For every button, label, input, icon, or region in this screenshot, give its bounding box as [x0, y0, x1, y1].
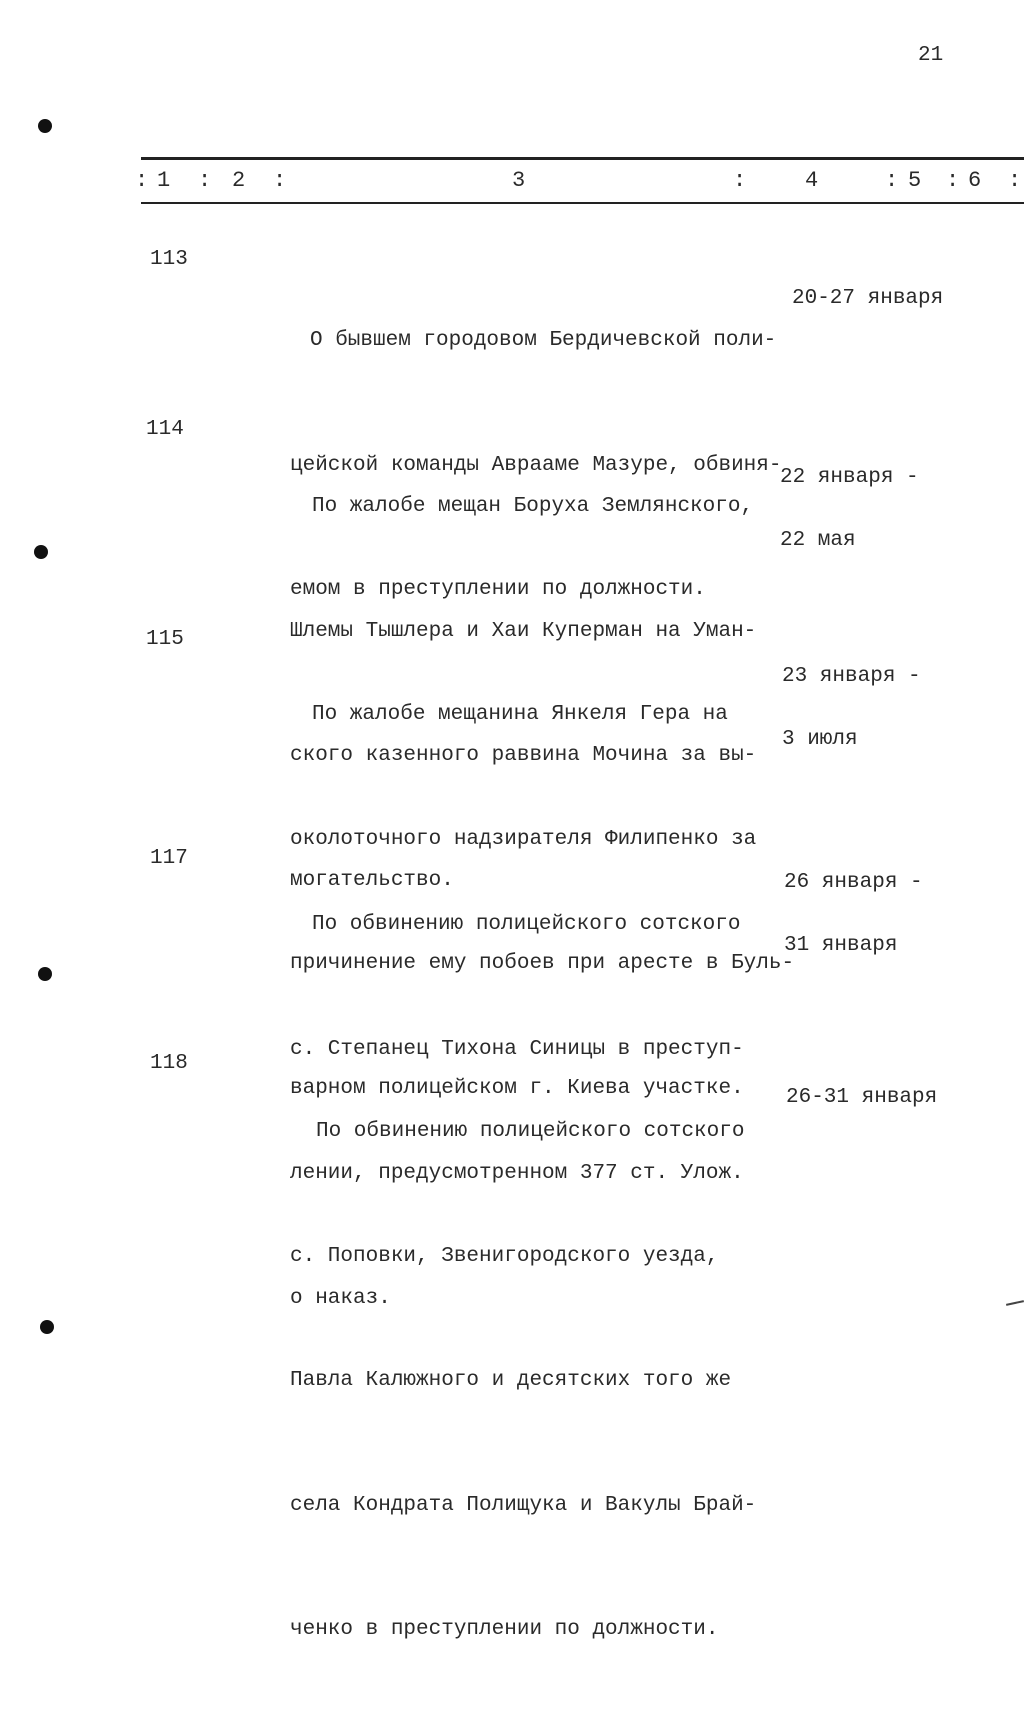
header-col-4: 4 — [805, 168, 819, 193]
punch-hole — [38, 967, 52, 981]
header-separator: : — [1008, 168, 1022, 193]
description-line: ченко в преступлении по должности. — [290, 1618, 719, 1641]
entry-number: 114 — [146, 418, 184, 441]
header-top-rule — [141, 157, 1024, 160]
header-separator: : — [198, 168, 212, 193]
description-line: причинение ему побоев при аресте в Буль- — [290, 952, 795, 975]
header-col-3: 3 — [512, 168, 526, 193]
entry-number: 113 — [150, 248, 188, 271]
entry-description — [290, 1028, 756, 1734]
description-line: Шлемы Тышлера и Хаи Куперман на Уман- — [290, 619, 757, 643]
header-col-1: 1 — [157, 168, 171, 193]
description-line: села Кондрата Полищука и Вакулы Брай- — [290, 1493, 757, 1517]
header-col-2: 2 — [232, 168, 246, 193]
punch-hole — [38, 119, 52, 133]
description-line: могательство. — [290, 868, 454, 892]
header-separator: : — [135, 168, 149, 193]
header-col-6: 6 — [968, 168, 982, 193]
description-line: с. Поповки, Звенигородского уезда, — [290, 1244, 719, 1268]
description-line: околоточного надзирателя Филипенко за — [290, 827, 757, 851]
header-separator: : — [273, 168, 287, 193]
punch-hole — [34, 545, 48, 559]
description-line: О бывшем городовом Бердичевской поли- — [310, 329, 777, 352]
header-separator: : — [733, 168, 747, 193]
date-line: 26 января - — [784, 871, 923, 894]
description-line: цейской команды Аврааме Мазуре, обвиня- — [290, 453, 782, 477]
entry-date — [786, 1045, 937, 1150]
date-line: 20-27 января — [792, 287, 944, 310]
description-line: По обвинению полицейского сотского — [316, 1120, 745, 1143]
date-line: 26-31 января — [786, 1086, 938, 1109]
description-line: По жалобе мещан Боруха Землянского, — [312, 495, 754, 518]
entry-date — [784, 830, 923, 998]
scan-mark — [1006, 1300, 1024, 1306]
entry-number: 118 — [150, 1052, 188, 1075]
description-line: с. Степанец Тихона Синицы в преступ- — [290, 1037, 744, 1061]
description-line: лении, предусмотренном 377 ст. Улож. — [290, 1162, 744, 1185]
description-line: По обвинению полицейского сотского — [312, 913, 741, 936]
date-line: 22 мая — [780, 529, 856, 552]
description-line: Павла Калюжного и десятских того же — [290, 1369, 732, 1392]
punch-hole — [40, 1320, 54, 1334]
description-line: о наказ. — [290, 1286, 391, 1310]
header-col-5: 5 — [908, 168, 922, 193]
description-line: ского казенного раввина Мочина за вы- — [290, 744, 757, 767]
page-number: 21 — [918, 44, 944, 67]
date-line: 22 января - — [780, 466, 919, 489]
header-bottom-rule — [141, 202, 1024, 204]
date-line: 3 июля — [782, 728, 858, 751]
entry-date — [780, 425, 919, 593]
header-separator: : — [885, 168, 899, 193]
date-line: 23 января - — [782, 665, 921, 688]
entry-date — [782, 624, 921, 792]
entry-number: 117 — [150, 847, 188, 870]
header-separator: : — [946, 168, 960, 193]
date-line: 31 января — [784, 934, 898, 957]
description-line: емом в преступлении по должности. — [290, 578, 706, 601]
entry-number: 115 — [146, 628, 184, 651]
description-line: По жалобе мещанина Янкеля Гера на — [312, 703, 728, 726]
entry-date — [792, 246, 943, 351]
description-line: варном полицейском г. Киева участке. — [290, 1076, 744, 1100]
